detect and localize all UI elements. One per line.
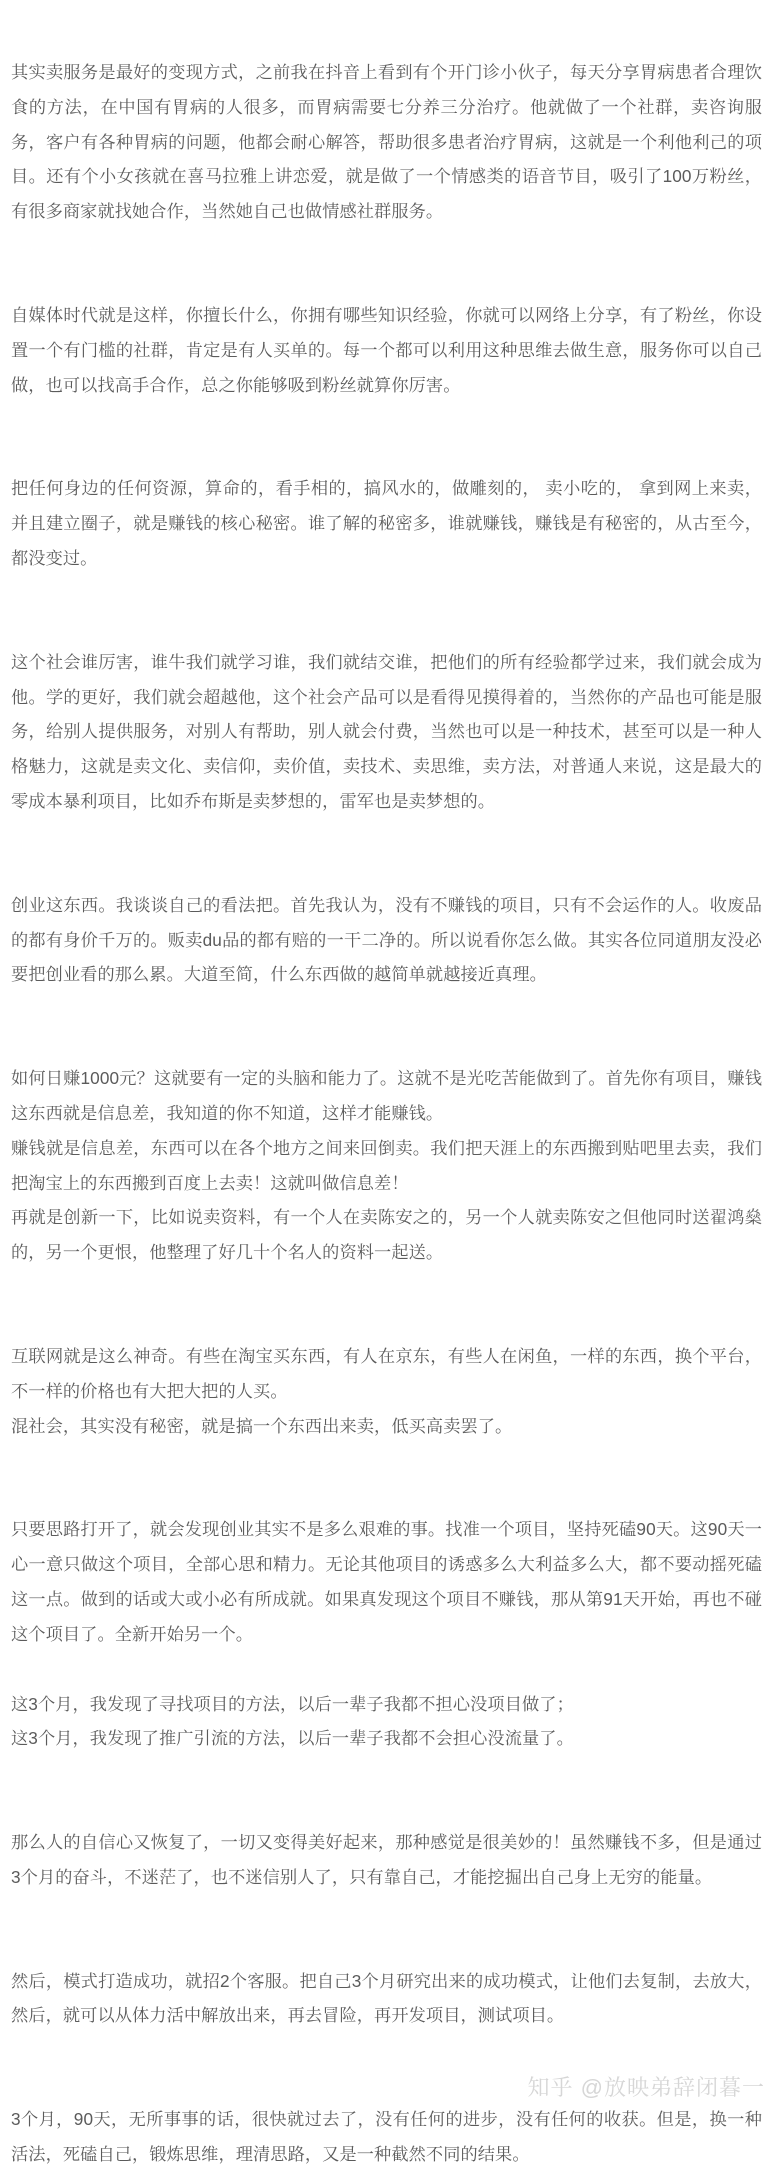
- paragraph: 那么人的自信心又恢复了，一切又变得美好起来，那种感觉是很美妙的！虽然赚钱不多，但是通过3个月的奋斗，不迷茫了，也不迷信别人了，只有靠自己，才能挖掘出自己身上无穷的能量。: [11, 1832, 762, 1887]
- paragraph: 3个月，90天，无所事事的话，很快就过去了，没有任何的进步，没有任何的收获。但是，换一种活法，死磕自己，锻炼思维，理清思路，又是一种截然不同的结果。: [11, 2109, 762, 2165]
- paragraph: 创业这东西。我谈谈自己的看法把。首先我认为，没有不赚钱的项目，只有不会运作的人。收废品的都有身价千万的。贩卖du品的都有赔的一干二净的。所以说看你怎么做。其实各位同道朋友没必要把创业看的那么累。大道至简，什么东西做的越简单就越接近真理。: [11, 894, 762, 985]
- paragraph: 只要思路打开了，就会发现创业其实不是多么艰难的事。找准一个项目，坚持死磕90天。这90天一心一意只做这个项目，全部心思和精力。无论其他项目的诱惑多么大利益多么大，都不要动摇死磕这一点。做到的话或大或小必有所成就。如果真发现这个项目不赚钱，那从第91天开始，再也不碰这个项目了。全新开始另一个。: [11, 1519, 762, 1644]
- paragraph: 这3个月，我发现了推广引流的方法，以后一辈子我都不会担心没流量了。: [11, 1728, 574, 1749]
- paragraph: 自媒体时代就是这样，你擅长什么，你拥有哪些知识经验，你就可以网络上分享，有了粉丝，你设置一个有门槛的社群，肯定是有人买单的。每一个都可以利用这种思维去做生意，服务你可以自己做，也可以找高手合作，总之你能够吸到粉丝就算你厉害。: [11, 304, 762, 395]
- paragraph: 这3个月，我发现了寻找项目的方法，以后一辈子我都不担心没项目做了；: [11, 1693, 574, 1714]
- paragraph: 如何日赚1000元？这就要有一定的头脑和能力了。这就不是光吃苦能做到了。首先你有项目，赚钱这东西就是信息差，我知道的你不知道，这样才能赚钱。: [11, 1068, 762, 1123]
- paragraph: 再就是创新一下，比如说卖资料，有一个人在卖陈安之的，另一个人就卖陈安之但他同时送翟鸿燊的，另一个更恨，他整理了好几十个名人的资料一起送。: [11, 1207, 762, 1263]
- paragraph: 其实卖服务是最好的变现方式，之前我在抖音上看到有个开门诊小伙子，每天分享胃病患者合理饮食的方法，在中国有胃病的人很多，而胃病需要七分养三分治疗。他就做了一个社群，卖咨询服务，客户有各种胃病的问题，他都会耐心解答，帮助很多患者治疗胃病，这就是一个利他利己的项目。还有个小女孩就在喜马拉雅上讲恋爱，就是做了一个情感类的语音节目，吸引了100万粉丝，有很多商家就找她合作，当然她自己也做情感社群服务。: [11, 62, 762, 222]
- paragraph: 赚钱就是信息差，东西可以在各个地方之间来回倒卖。我们把天涯上的东西搬到贴吧里去卖，我们把淘宝上的东西搬到百度上去卖！这就叫做信息差！: [11, 1137, 762, 1193]
- zhihu-watermark: 知乎 @放映弟辞闭暮一: [527, 2075, 765, 2100]
- paragraph: 混社会，其实没有秘密，就是搞一个东西出来卖，低买高卖罢了。: [11, 1415, 513, 1436]
- paragraph: 互联网就是这么神奇。有些在淘宝买东西，有人在京东，有些人在闲鱼，一样的东西，换个平台，不一样的价格也有大把大把的人买。: [11, 1345, 762, 1401]
- paragraph: 把任何身边的任何资源，算命的，看手相的，搞风水的，做雕刻的， 卖小吃的， 拿到网上来卖，并且建立圈子，就是赚钱的核心秘密。谁了解的秘密多，谁就赚钱，赚钱是有秘密的，从古至今，都没变过。: [11, 478, 762, 568]
- paragraph: 这个社会谁厉害，谁牛我们就学习谁，我们就结交谁，把他们的所有经验都学过来，我们就会成为他。学的更好，我们就会超越他，这个社会产品可以是看得见摸得着的，当然你的产品也可能是服务，给别人提供服务，对别人有帮助，别人就会付费，当然也可以是一种技术，甚至可以是一种人格魅力，这就是卖文化、卖信仰，卖价值，卖技术、卖思维，卖方法，对普通人来说，这是最大的零成本暴利项目，比如乔布斯是卖梦想的，雷军也是卖梦想的。: [11, 651, 762, 811]
- paragraph: 然后，模式打造成功，就招2个客服。把自己3个月研究出来的成功模式，让他们去复制，去放大，然后，就可以从体力活中解放出来，再去冒险，再开发项目，测试项目。: [11, 1970, 762, 2026]
